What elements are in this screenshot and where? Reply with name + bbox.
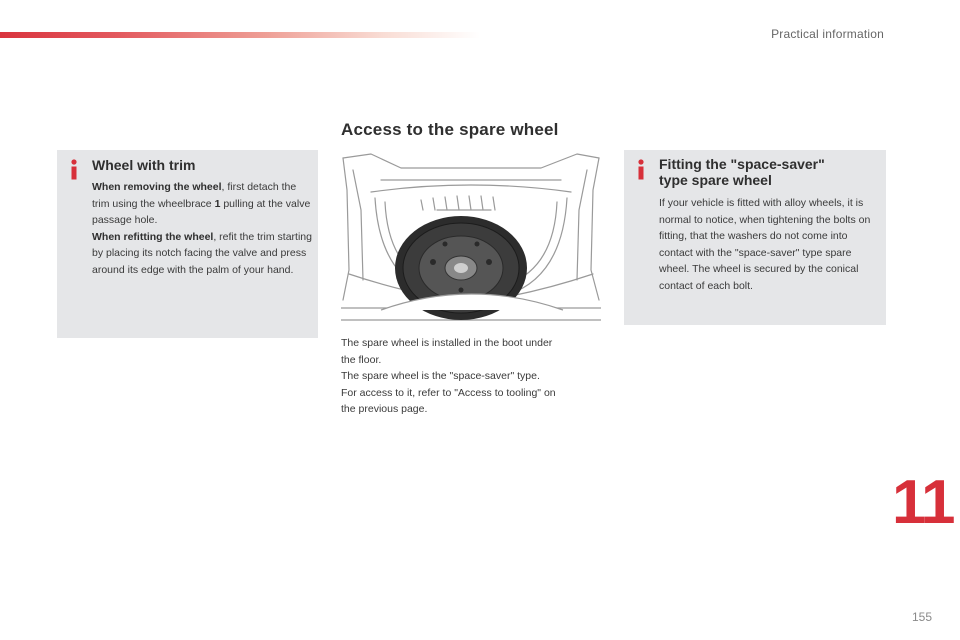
page-title: Access to the spare wheel	[341, 120, 559, 139]
box-text	[92, 179, 314, 278]
text-run: , first detach the trim using the wheelbrace	[92, 181, 297, 210]
body-line: the floor.	[341, 353, 382, 366]
chapter-number: 11	[892, 468, 954, 537]
part-reference: 1	[214, 197, 221, 210]
spare-wheel-illustration	[341, 150, 601, 326]
text-run: , refit the trim starting by placing its notch facing the valve and press around its edge with the palm of your hand.	[92, 230, 312, 276]
body-text	[341, 335, 599, 418]
info-icon	[634, 159, 648, 181]
info-icon	[67, 159, 81, 181]
bold-lead: When refitting the wheel	[92, 230, 214, 243]
body-line: The spare wheel is installed in the boot under	[341, 337, 553, 349]
info-box-space-saver	[624, 150, 886, 325]
box-title-line: Fitting the "space-saver"	[659, 156, 825, 172]
page-number: 155	[912, 610, 933, 624]
box-title: Wheel with trim	[92, 157, 196, 173]
bold-lead: When removing the wheel	[92, 181, 222, 193]
box-title	[659, 156, 825, 188]
body-line: For access to it, refer to "Access to tooling" on	[341, 386, 556, 399]
header-accent-bar	[0, 32, 480, 38]
body-line: the previous page.	[341, 403, 428, 415]
box-text: If your vehicle is fitted with alloy wheels, it is normal to notice, when tightening the bolts on fitting, that the washers do not come into contact with the "space-saver" type spare wheel. The wheel is secured by the conical contact of each bolt.	[659, 197, 871, 292]
box-title-line: type spare wheel	[659, 172, 772, 188]
text-run: pulling at the valve passage hole.	[92, 197, 311, 226]
body-line: The spare wheel is the "space-saver" type.	[341, 370, 540, 382]
info-box-wheel-with-trim	[57, 150, 318, 338]
section-label: Practical information	[771, 27, 884, 41]
